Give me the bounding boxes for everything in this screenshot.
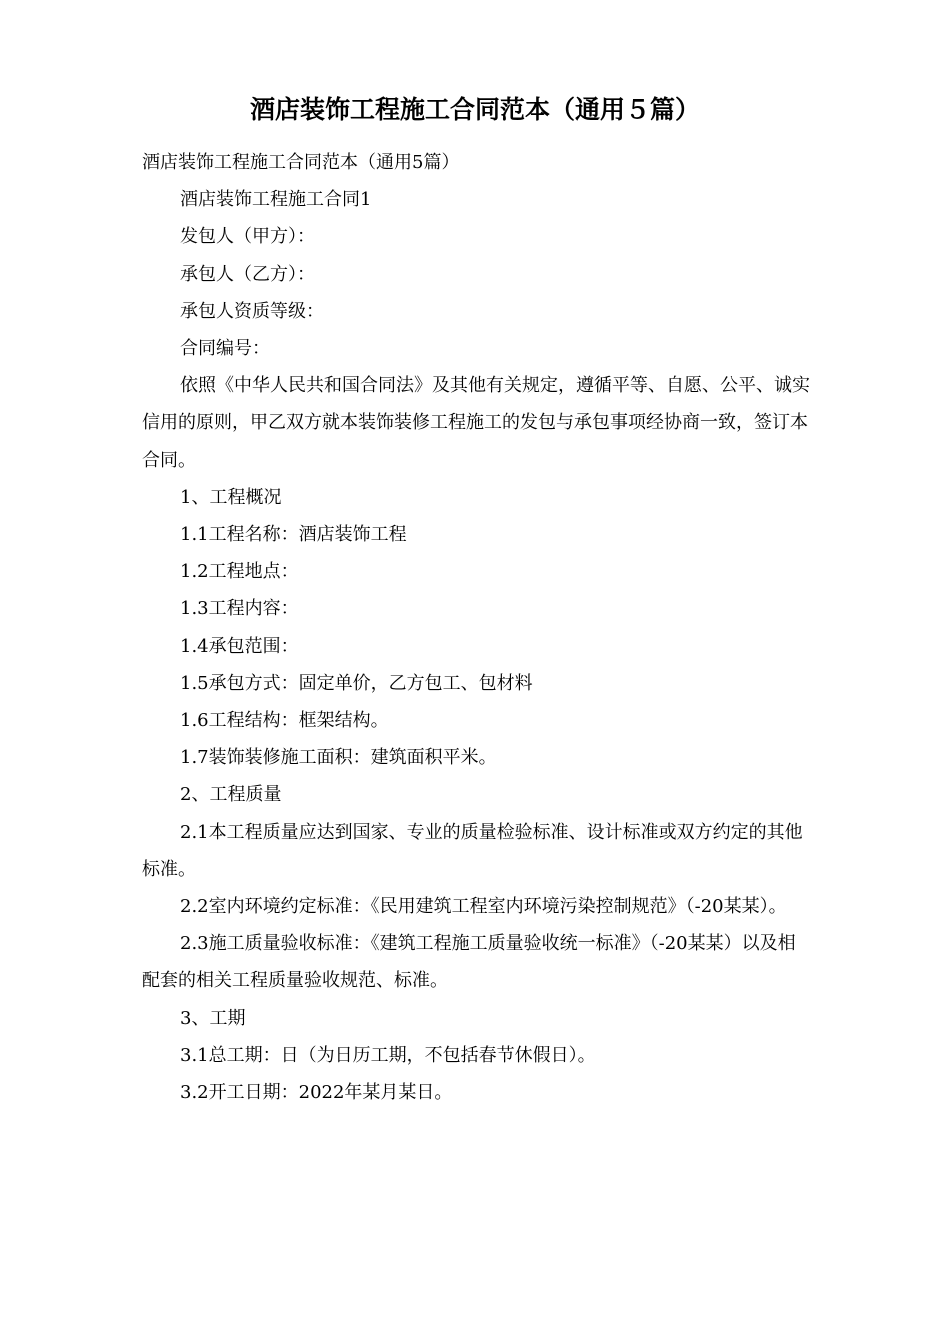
clause-2-1: 2.1本工程质量应达到国家、专业的质量检验标准、设计标准或双方约定的其他标准。 <box>142 821 803 880</box>
document-title: 酒店装饰工程施工合同范本（通用５篇） <box>249 95 700 124</box>
section-heading-quality: 2、工程质量 <box>180 784 282 806</box>
paragraph-contract-number: 合同编号： <box>180 338 270 360</box>
clause-1-2: 1.2工程地点： <box>180 561 299 583</box>
clause-3-2: 3.2开工日期：2022年某月某日。 <box>180 1082 453 1104</box>
section-heading-overview: 1、工程概况 <box>180 486 282 508</box>
clause-1-6: 1.6工程结构：框架结构。 <box>180 710 389 732</box>
clause-1-3: 1.3工程内容： <box>180 598 299 620</box>
clause-2-2: 2.2室内环境约定标准：《民用建筑工程室内环境污染控制规范》（-20某某）。 <box>180 896 787 918</box>
paragraph-party-a: 发包人（甲方）： <box>180 226 315 248</box>
paragraph-contract-heading: 酒店装饰工程施工合同1 <box>180 189 372 211</box>
paragraph-party-b: 承包人（乙方）： <box>180 263 315 285</box>
section-heading-schedule: 3、工期 <box>180 1007 246 1029</box>
clause-1-5: 1.5承包方式：固定单价，乙方包工、包材料 <box>180 672 533 694</box>
clause-2-3: 2.3施工质量验收标准：《建筑工程施工质量验收统一标准》（-20某某）以及相配套的相关工程质量验收规范、标准。 <box>142 933 796 992</box>
clause-1-1: 1.1工程名称：酒店装饰工程 <box>180 524 407 546</box>
clause-3-1: 3.1总工期：日（为日历工期，不包括春节休假日）。 <box>180 1044 596 1066</box>
document-body <box>142 144 810 1111</box>
clause-1-4: 1.4承包范围： <box>180 635 299 657</box>
paragraph-subtitle: 酒店装饰工程施工合同范本（通用5篇） <box>142 152 460 173</box>
paragraph-qualification: 承包人资质等级： <box>180 300 324 322</box>
paragraph-preamble: 依照《中华人民共和国合同法》及其他有关规定，遵循平等、自愿、公平、诚实信用的原则，甲乙双方就本装饰装修工程施工的发包与承包事项经协商一致，签订本合同。 <box>142 375 810 471</box>
clause-1-7: 1.7装饰装修施工面积：建筑面积平米。 <box>180 747 497 769</box>
